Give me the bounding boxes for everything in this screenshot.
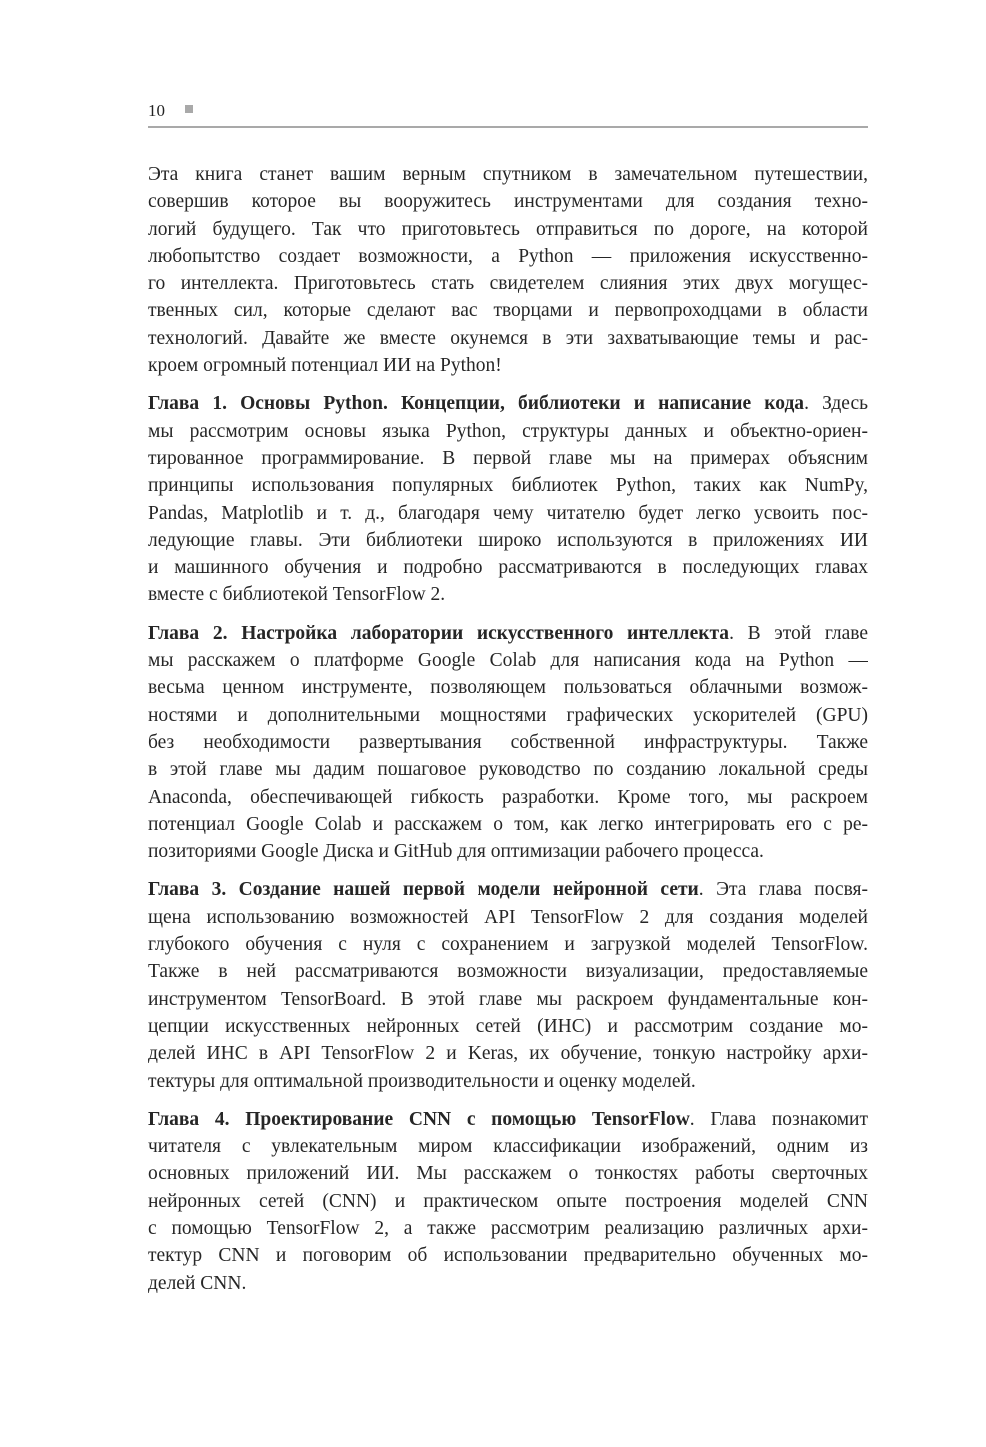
text-line: Anaconda, обеспечивающей гибкость разработки. Кроме того, мы раскроем — [148, 786, 868, 808]
chapter-1-title: Глава 1. Основы Python. Концепции, библиотеки и написание кода — [148, 393, 805, 415]
text-line: нейронных сетей (CNN) и практическом опыте построения моделей CNN — [148, 1190, 868, 1212]
text-line: ностями и дополнительными мощностями графических ускорителей (GPU) — [148, 704, 868, 726]
text-line: любопытство создает возможности, а Python — приложения искусственно- — [148, 245, 868, 267]
chapter-2-lead: . В этой главе — [729, 622, 868, 644]
text-line: логий будущего. Так что приготовьтесь отправиться по дороге, на которой — [148, 218, 868, 240]
text-line: делей CNN. — [148, 1272, 247, 1294]
text-line — [148, 876, 868, 903]
chapter-2-title: Глава 2. Настройка лаборатории искусственного интеллекта — [148, 622, 730, 644]
text-line: читателя с увлекательным миром классификации изображений, одним из — [148, 1136, 868, 1158]
text-line: Эта книга станет вашим верным спутником в замечательном путешествии, — [148, 164, 868, 185]
text-line: щена использованию возможностей API TensorFlow 2 для создания моделей — [148, 906, 868, 928]
chapter-1-lead: . Здесь — [804, 393, 868, 415]
square-marker-icon — [185, 105, 193, 113]
text-line: Также в ней рассматриваются возможности визуализации, предоставляемые — [148, 961, 868, 983]
text-line: делей ИНС в API TensorFlow 2 и Keras, их обучение, тонкую настройку архи- — [148, 1043, 868, 1065]
text-line: и машинного обучения и подробно рассматриваются в последующих главах — [148, 557, 868, 579]
text-line: инструментом TensorBoard. В этой главе мы раскроем фундаментальные кон- — [148, 988, 868, 1010]
chapter-4-title: Глава 4. Проектирование CNN с помощью TensorFlow — [148, 1108, 690, 1130]
text-line: кроем огромный потенциал ИИ на Python! — [148, 355, 502, 377]
text-line: вместе с библиотекой TensorFlow 2. — [148, 584, 446, 606]
page-body — [148, 161, 868, 1308]
text-line: твенных сил, которые сделают вас творцами и первопроходцами в области — [148, 300, 868, 322]
text-line: основных приложений ИИ. Мы расскажем о тонкостях работы сверточных — [148, 1163, 868, 1185]
text-line: го интеллекта. Приготовьтесь стать свидетелем слияния этих двух могущес- — [148, 273, 868, 295]
chapter-4-summary — [148, 1106, 868, 1297]
text-line: мы рассмотрим основы языка Python, структуры данных и объектно-ориен- — [148, 420, 868, 442]
text-line: глубокого обучения с нуля с сохранением и загрузкой моделей TensorFlow. — [148, 934, 868, 956]
text-line: принципы использования популярных библиотек Python, таких как NumPy, — [148, 475, 868, 497]
text-line: Pandas, Matplotlib и т. д., благодаря чему читателю будет легко усвоить пос- — [148, 502, 868, 524]
chapter-4-lead: . Глава познакомит — [689, 1108, 868, 1130]
text-line: весьма ценном инструменте, позволяющем пользоваться облачными возмож- — [148, 677, 868, 699]
text-line: цепции искусственных нейронных сетей (ИНС) и рассмотрим создание мо- — [148, 1015, 868, 1037]
chapter-1-summary — [148, 390, 868, 608]
chapter-3-title: Глава 3. Создание нашей первой модели нейронной сети — [148, 879, 699, 901]
text-line: тектуры для оптимальной производительности и оценку моделей. — [148, 1070, 696, 1092]
page-number: 10 — [148, 101, 165, 120]
chapter-3-summary — [148, 876, 868, 1094]
intro-paragraph — [148, 161, 868, 379]
text-line: без необходимости развертывания собственной инфраструктуры. Также — [148, 731, 868, 753]
text-line: тированное программирование. В первой главе мы на примерах объясним — [148, 447, 868, 469]
chapter-2-summary — [148, 620, 868, 866]
text-line — [148, 390, 868, 417]
text-line: позиториями Google Диска и GitHub для оптимизации рабочего процесса. — [148, 841, 764, 863]
text-line — [148, 620, 868, 647]
text-line — [148, 1106, 868, 1133]
text-line: потенциал Google Colab и расскажем о том, как легко интегрировать его с ре- — [148, 813, 868, 835]
text-line: ледующие главы. Эти библиотеки широко используются в приложениях ИИ — [148, 529, 868, 551]
text-line: с помощью TensorFlow 2, а также рассмотрим реализацию различных архи- — [148, 1217, 868, 1239]
text-line: тектур CNN и поговорим об использовании предварительно обученных мо- — [148, 1245, 868, 1267]
text-line: технологий. Давайте же вместе окунемся в эти захватывающие темы и рас- — [148, 327, 868, 349]
text-line: мы расскажем о платформе Google Colab для написания кода на Python — — [148, 650, 868, 672]
text-line: совершив которое вы вооружитесь инструментами для создания техно- — [148, 191, 868, 213]
header-divider — [148, 126, 868, 128]
text-line: в этой главе мы дадим пошаговое руководство по созданию локальной среды — [148, 759, 868, 781]
chapter-3-lead: . Эта глава посвя- — [698, 879, 868, 901]
